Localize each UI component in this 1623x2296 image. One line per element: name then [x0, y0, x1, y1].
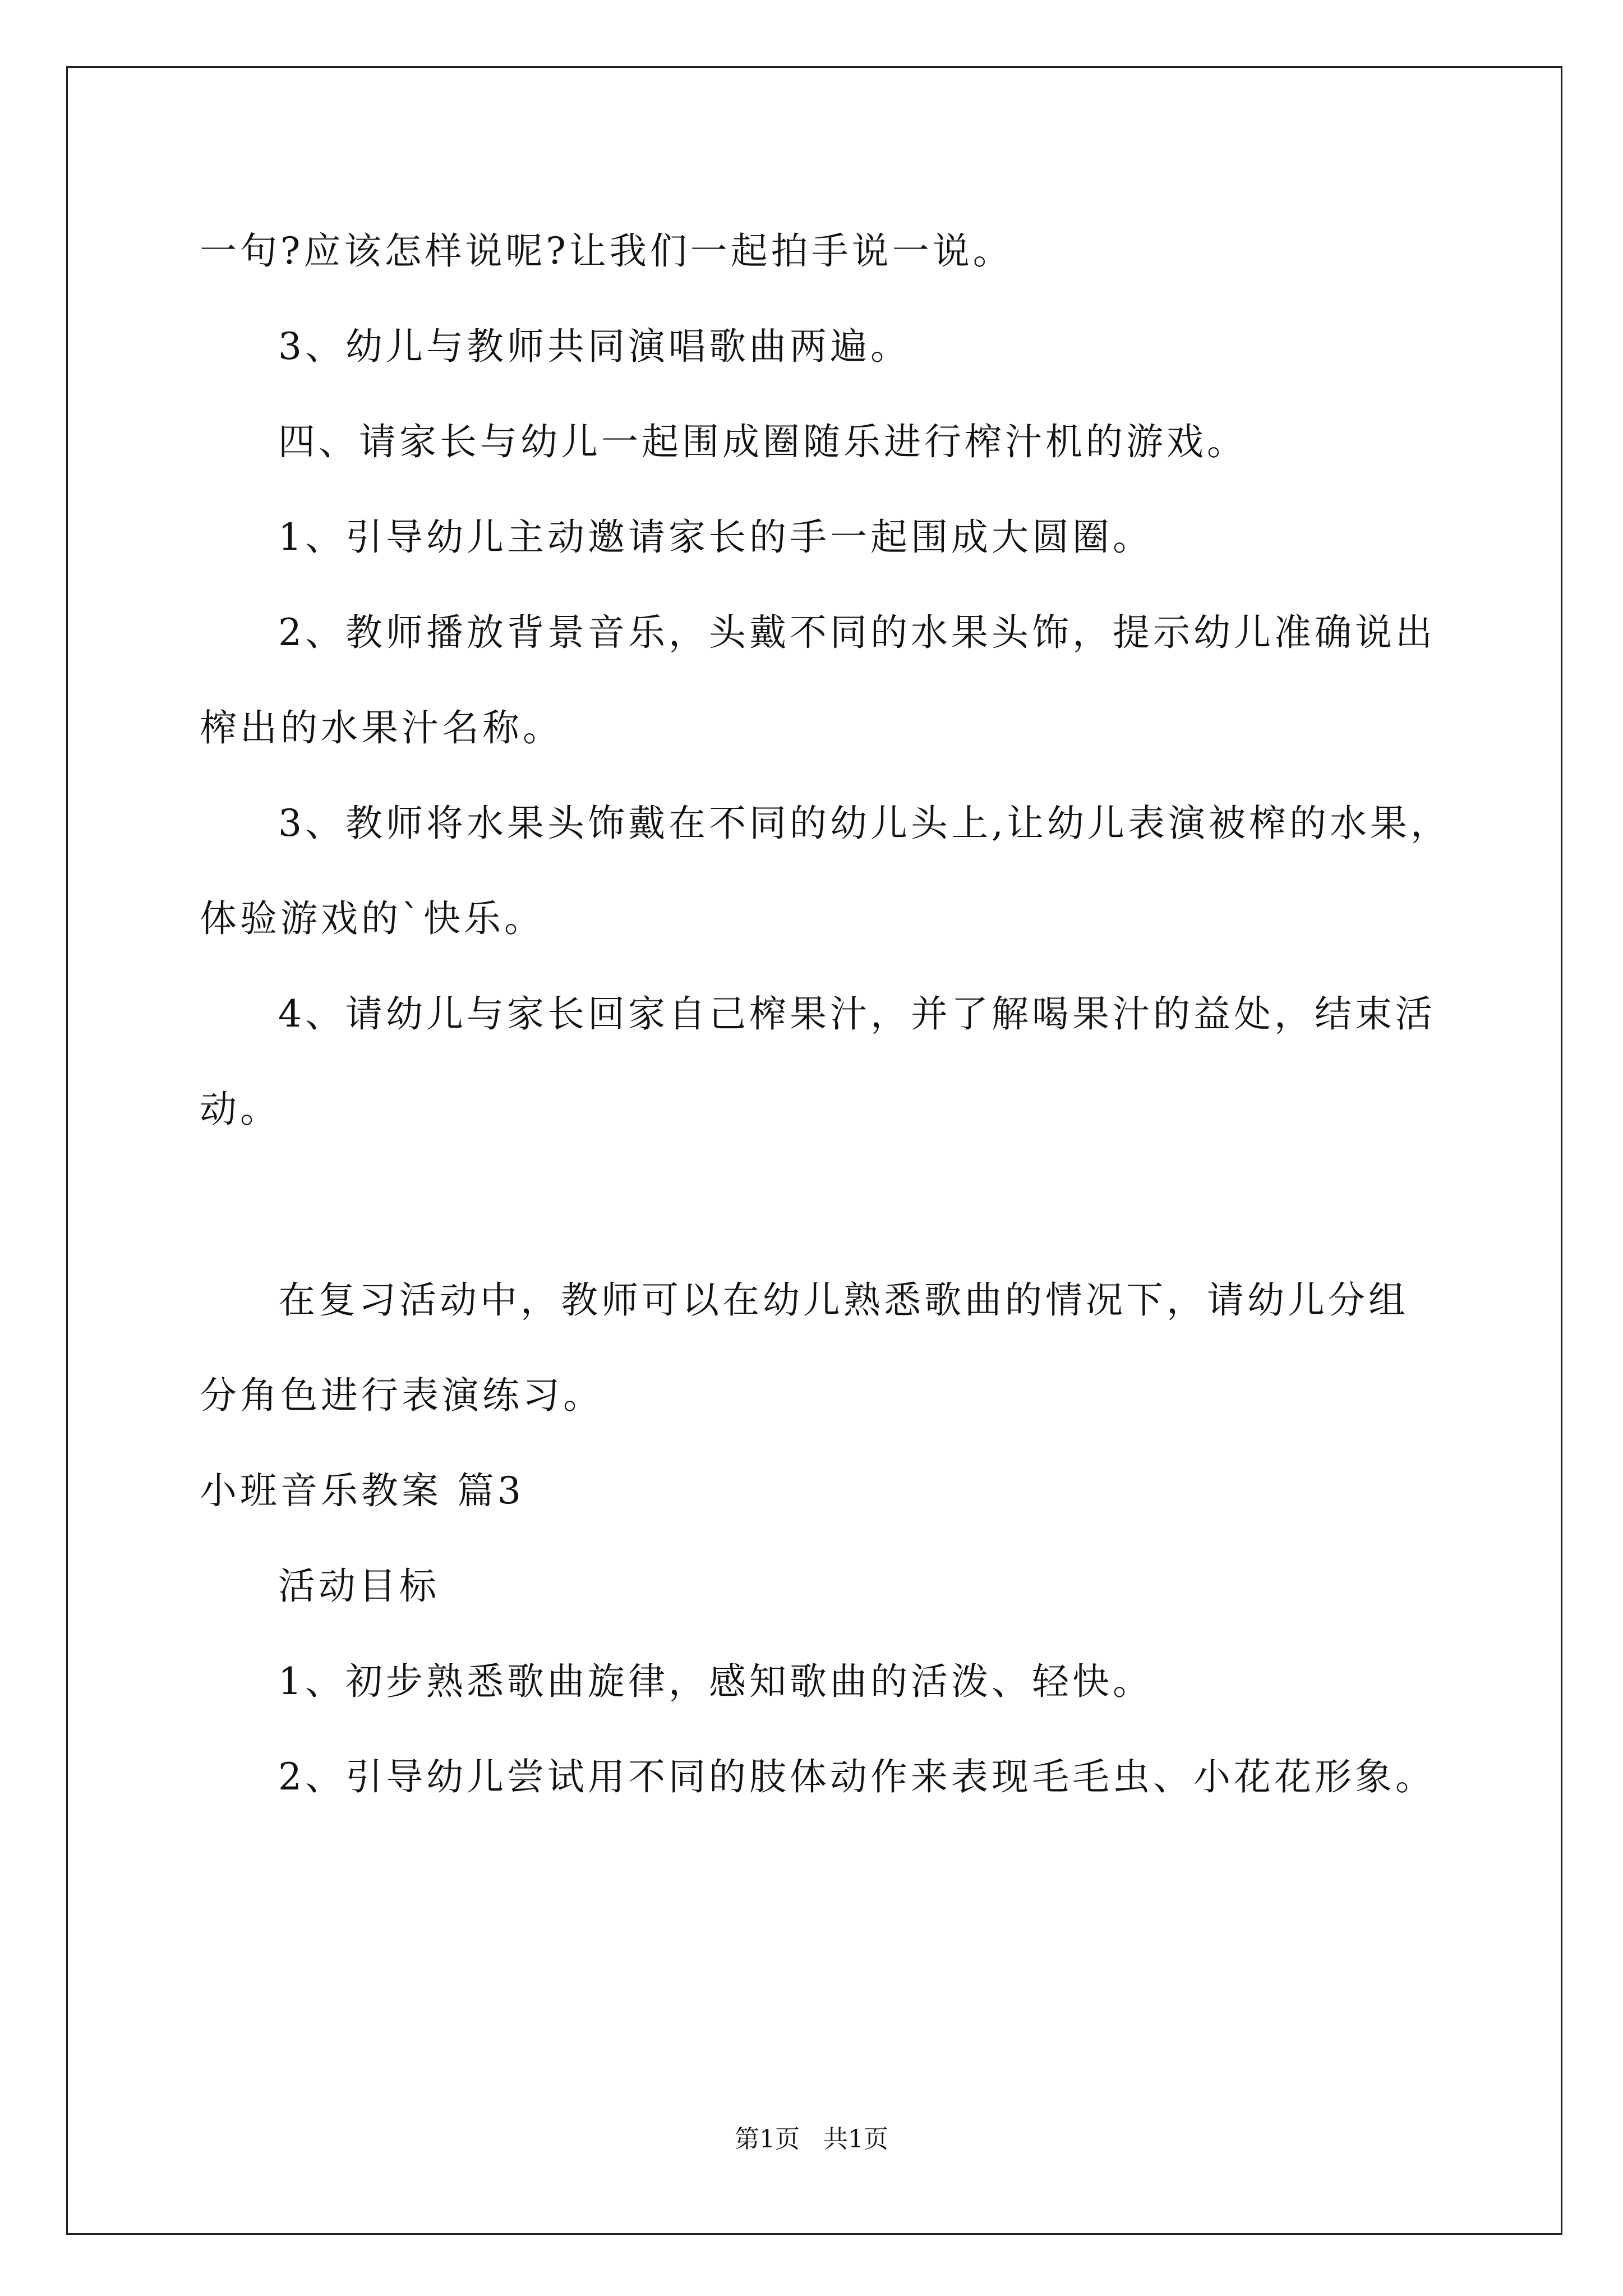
paragraph-line: 一句?应该怎样说呢?让我们一起拍手说一说。: [200, 229, 1013, 273]
paragraph-line: 四、请家长与幼儿一起围成圈随乐进行榨汁机的游戏。: [278, 420, 1247, 463]
paragraph-line: 动。: [200, 1088, 280, 1131]
paragraph-line: 榨出的水果汁名称。: [200, 706, 563, 749]
subsection-heading: 活动目标: [278, 1565, 440, 1608]
page-border: [66, 66, 1562, 2235]
paragraph-line: 1、引导幼儿主动邀请家长的手一起围成大圆圈。: [278, 516, 1153, 559]
paragraph-line: 3、教师将水果头饰戴在不同的幼儿头上,让幼儿表演被榨的水果，: [278, 802, 1451, 845]
paragraph-line: 3、幼儿与教师共同演唱歌曲两遍。: [278, 325, 911, 368]
page-number-footer: 第1页 共1页: [735, 2125, 888, 2154]
paragraph-line: 1、初步熟悉歌曲旋律，感知歌曲的活泼、轻快。: [278, 1660, 1153, 1703]
paragraph-line: 在复习活动中，教师可以在幼儿熟悉歌曲的情况下，请幼儿分组: [278, 1278, 1409, 1322]
section-heading: 小班音乐教案 篇3: [200, 1469, 524, 1512]
paragraph-line: 2、教师播放背景音乐，头戴不同的水果头饰，提示幼儿准确说出: [278, 611, 1436, 654]
paragraph-line: 体验游戏的`快乐。: [200, 897, 545, 940]
paragraph-line: 2、引导幼儿尝试用不同的肢体动作来表现毛毛虫、小花花形象。: [278, 1755, 1436, 1798]
paragraph-line: 4、请幼儿与家长回家自己榨果汁，并了解喝果汁的益处，结束活: [278, 992, 1436, 1036]
paragraph-line: 分角色进行表演练习。: [200, 1374, 603, 1417]
